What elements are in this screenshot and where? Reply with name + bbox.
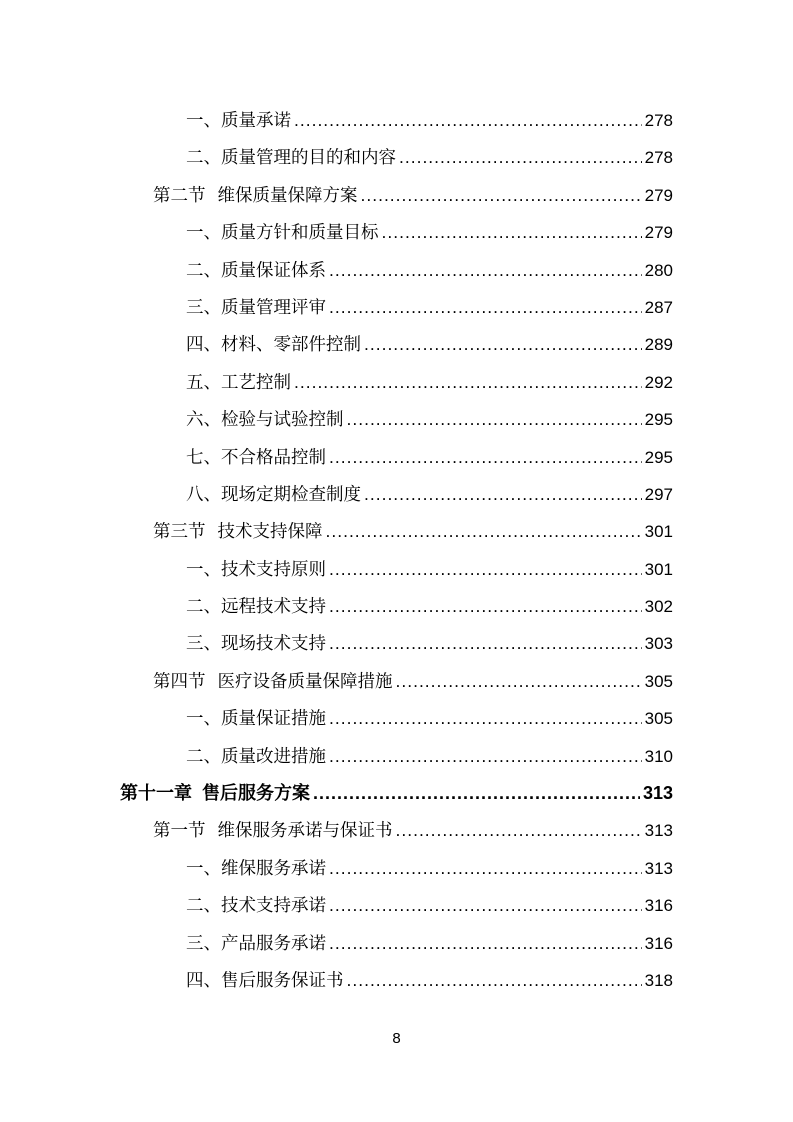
- dot-leader: [396, 663, 642, 700]
- toc-entry-page: 301: [644, 559, 673, 579]
- toc-entry-number: 一、: [186, 223, 221, 244]
- toc-entry-number: 一、: [186, 858, 221, 879]
- dot-leader: [396, 812, 642, 849]
- dot-leader: [329, 925, 642, 962]
- toc-entry-number: 一、: [186, 559, 221, 580]
- toc-entry-text: 工艺控制: [221, 372, 291, 393]
- toc-entry-title: [153, 664, 393, 701]
- toc-entry-number: 第二节: [153, 185, 206, 206]
- toc-entry-text: 售后服务保证书: [221, 970, 344, 991]
- toc-entry-number: 二、: [186, 148, 221, 169]
- toc-entry-title: [186, 440, 326, 477]
- toc-entry-item[interactable]: [0, 401, 673, 438]
- toc-entry-page: 301: [644, 522, 673, 542]
- toc-entry-item[interactable]: [0, 289, 673, 326]
- toc-entry-page: 313: [644, 821, 673, 841]
- toc-entry-text: 质量改进措施: [221, 746, 326, 767]
- toc-entry-item[interactable]: [0, 102, 673, 139]
- toc-entry-page: 302: [644, 597, 673, 617]
- toc-entry-title: [186, 140, 396, 177]
- toc-entry-page: 279: [644, 223, 673, 243]
- toc-entry-title: [153, 178, 358, 215]
- dot-leader: [294, 102, 642, 139]
- toc-entry-item[interactable]: [0, 925, 673, 962]
- toc-entry-number: 二、: [186, 896, 221, 917]
- toc-entry-section[interactable]: [0, 812, 673, 849]
- toc-entry-title: [186, 626, 326, 663]
- dot-leader: [329, 289, 642, 326]
- toc-entry-text: 不合格品控制: [221, 447, 326, 468]
- toc-entry-text: 技术支持承诺: [221, 896, 326, 917]
- toc-entry-title: [186, 477, 361, 514]
- table-of-contents: [0, 102, 793, 999]
- toc-entry-page: 295: [644, 447, 673, 467]
- toc-entry-item[interactable]: [0, 700, 673, 737]
- dot-leader: [399, 139, 642, 176]
- toc-entry-text: 现场定期检查制度: [221, 484, 361, 505]
- toc-entry-item[interactable]: [0, 139, 673, 176]
- toc-entry-text: 质量承诺: [221, 111, 291, 131]
- toc-entry-text: 维保服务承诺: [221, 858, 326, 879]
- dot-leader: [329, 887, 642, 924]
- toc-entry-item[interactable]: [0, 476, 673, 513]
- toc-entry-number: 七、: [186, 447, 221, 468]
- toc-entry-text: 质量管理的目的和内容: [221, 148, 396, 169]
- toc-entry-number: 三、: [186, 634, 221, 655]
- toc-entry-text: 检验与试验控制: [221, 410, 344, 431]
- toc-entry-title: [186, 963, 344, 1000]
- toc-entry-number: 四、: [186, 335, 221, 356]
- dot-leader: [364, 326, 642, 363]
- dot-leader: [329, 850, 642, 887]
- toc-entry-number: 第十一章: [120, 783, 192, 805]
- toc-entry-page: 295: [644, 410, 673, 430]
- dot-leader: [364, 476, 642, 513]
- toc-entry-text: 技术支持原则: [221, 559, 326, 580]
- toc-entry-title: [186, 402, 344, 439]
- dot-leader: [361, 177, 642, 214]
- toc-entry-number: 第四节: [153, 671, 206, 692]
- dot-leader: [329, 252, 642, 289]
- toc-entry-number: 二、: [186, 260, 221, 281]
- page-number: 8: [392, 1030, 401, 1047]
- toc-entry-number: 二、: [186, 746, 221, 767]
- toc-entry-title: [186, 701, 326, 738]
- toc-entry-text: 维保服务承诺与保证书: [217, 821, 393, 842]
- toc-entry-page: 313: [644, 858, 673, 878]
- dot-leader: [313, 775, 640, 812]
- toc-entry-title: [186, 215, 379, 252]
- dot-leader: [347, 962, 642, 999]
- dot-leader: [329, 551, 642, 588]
- toc-entry-number: 第三节: [153, 522, 206, 543]
- toc-entry-title: [186, 589, 326, 626]
- toc-entry-item[interactable]: [0, 887, 673, 924]
- toc-entry-title: [186, 103, 291, 140]
- toc-entry-item[interactable]: [0, 625, 673, 662]
- toc-entry-number: 八、: [186, 484, 221, 505]
- toc-entry-section[interactable]: [0, 177, 673, 214]
- toc-entry-text: 远程技术支持: [221, 597, 326, 618]
- toc-entry-number: 六、: [186, 410, 221, 431]
- dot-leader: [329, 700, 642, 737]
- toc-entry-page: 287: [644, 297, 673, 317]
- toc-entry-text: 产品服务承诺: [221, 933, 326, 954]
- toc-entry-page: 310: [644, 746, 673, 766]
- toc-entry-title: [186, 739, 326, 776]
- toc-entry-number: 一、: [186, 111, 221, 131]
- toc-entry-number: 二、: [186, 597, 221, 618]
- toc-entry-item[interactable]: [0, 326, 673, 363]
- toc-entry-page: 316: [644, 933, 673, 953]
- toc-entry-page: 278: [644, 111, 673, 130]
- toc-entry-item[interactable]: [0, 439, 673, 476]
- dot-leader: [329, 588, 642, 625]
- dot-leader: [294, 364, 642, 401]
- toc-entry-text: 医疗设备质量保障措施: [217, 671, 393, 692]
- toc-entry-text: 售后服务方案: [202, 783, 310, 805]
- toc-entry-title: [186, 552, 326, 589]
- toc-entry-text: 质量管理评审: [221, 297, 326, 318]
- toc-entry-title: [153, 514, 323, 551]
- toc-entry-title: [186, 327, 361, 364]
- toc-entry-page: 289: [644, 335, 673, 355]
- toc-entry-page: 305: [644, 671, 673, 691]
- toc-entry-page: 316: [644, 896, 673, 916]
- toc-entry-page: 303: [644, 634, 673, 654]
- toc-entry-number: 一、: [186, 709, 221, 730]
- dot-leader: [329, 738, 642, 775]
- toc-entry-title: [186, 290, 326, 327]
- toc-entry-title: [186, 926, 326, 963]
- toc-entry-title: [186, 365, 291, 402]
- dot-leader: [329, 439, 642, 476]
- toc-entry-page: 313: [642, 783, 673, 804]
- toc-entry-text: 技术支持保障: [217, 522, 323, 543]
- toc-entry-title: [186, 851, 326, 888]
- toc-entry-title: [153, 813, 393, 850]
- dot-leader: [326, 513, 642, 550]
- toc-entry-page: 279: [644, 185, 673, 205]
- toc-entry-item[interactable]: [0, 738, 673, 775]
- toc-entry-text: 质量方针和质量目标: [221, 223, 379, 244]
- toc-entry-number: 三、: [186, 297, 221, 318]
- toc-entry-item[interactable]: [0, 588, 673, 625]
- toc-entry-page: 305: [644, 709, 673, 729]
- toc-entry-text: 质量保证措施: [221, 709, 326, 730]
- toc-entry-page: 318: [644, 970, 673, 990]
- toc-entry-page: 292: [644, 372, 673, 392]
- toc-entry-number: 三、: [186, 933, 221, 954]
- dot-leader: [329, 625, 642, 662]
- toc-entry-item[interactable]: [0, 364, 673, 401]
- toc-entry-item[interactable]: [0, 962, 673, 999]
- toc-entry-text: 现场技术支持: [221, 634, 326, 655]
- toc-entry-page: 297: [644, 484, 673, 504]
- toc-entry-title: [186, 253, 326, 290]
- toc-entry-item[interactable]: [0, 551, 673, 588]
- toc-entry-section[interactable]: [0, 663, 673, 700]
- toc-entry-page: 278: [644, 148, 673, 168]
- toc-entry-number: 五、: [186, 372, 221, 393]
- toc-entry-number: 四、: [186, 970, 221, 991]
- toc-entry-page: 280: [644, 260, 673, 280]
- dot-leader: [382, 214, 642, 251]
- toc-entry-chapter[interactable]: [0, 775, 673, 812]
- toc-entry-title: [186, 888, 326, 925]
- toc-entry-item[interactable]: [0, 214, 673, 251]
- toc-entry-text: 材料、零部件控制: [221, 335, 361, 356]
- toc-entry-number: 第一节: [153, 821, 206, 842]
- toc-entry-section[interactable]: [0, 513, 673, 550]
- toc-entry-item[interactable]: [0, 850, 673, 887]
- toc-entry-text: 维保质量保障方案: [217, 185, 358, 206]
- dot-leader: [347, 401, 642, 438]
- toc-entry-text: 质量保证体系: [221, 260, 326, 281]
- toc-entry-title: [120, 775, 310, 812]
- toc-entry-item[interactable]: [0, 252, 673, 289]
